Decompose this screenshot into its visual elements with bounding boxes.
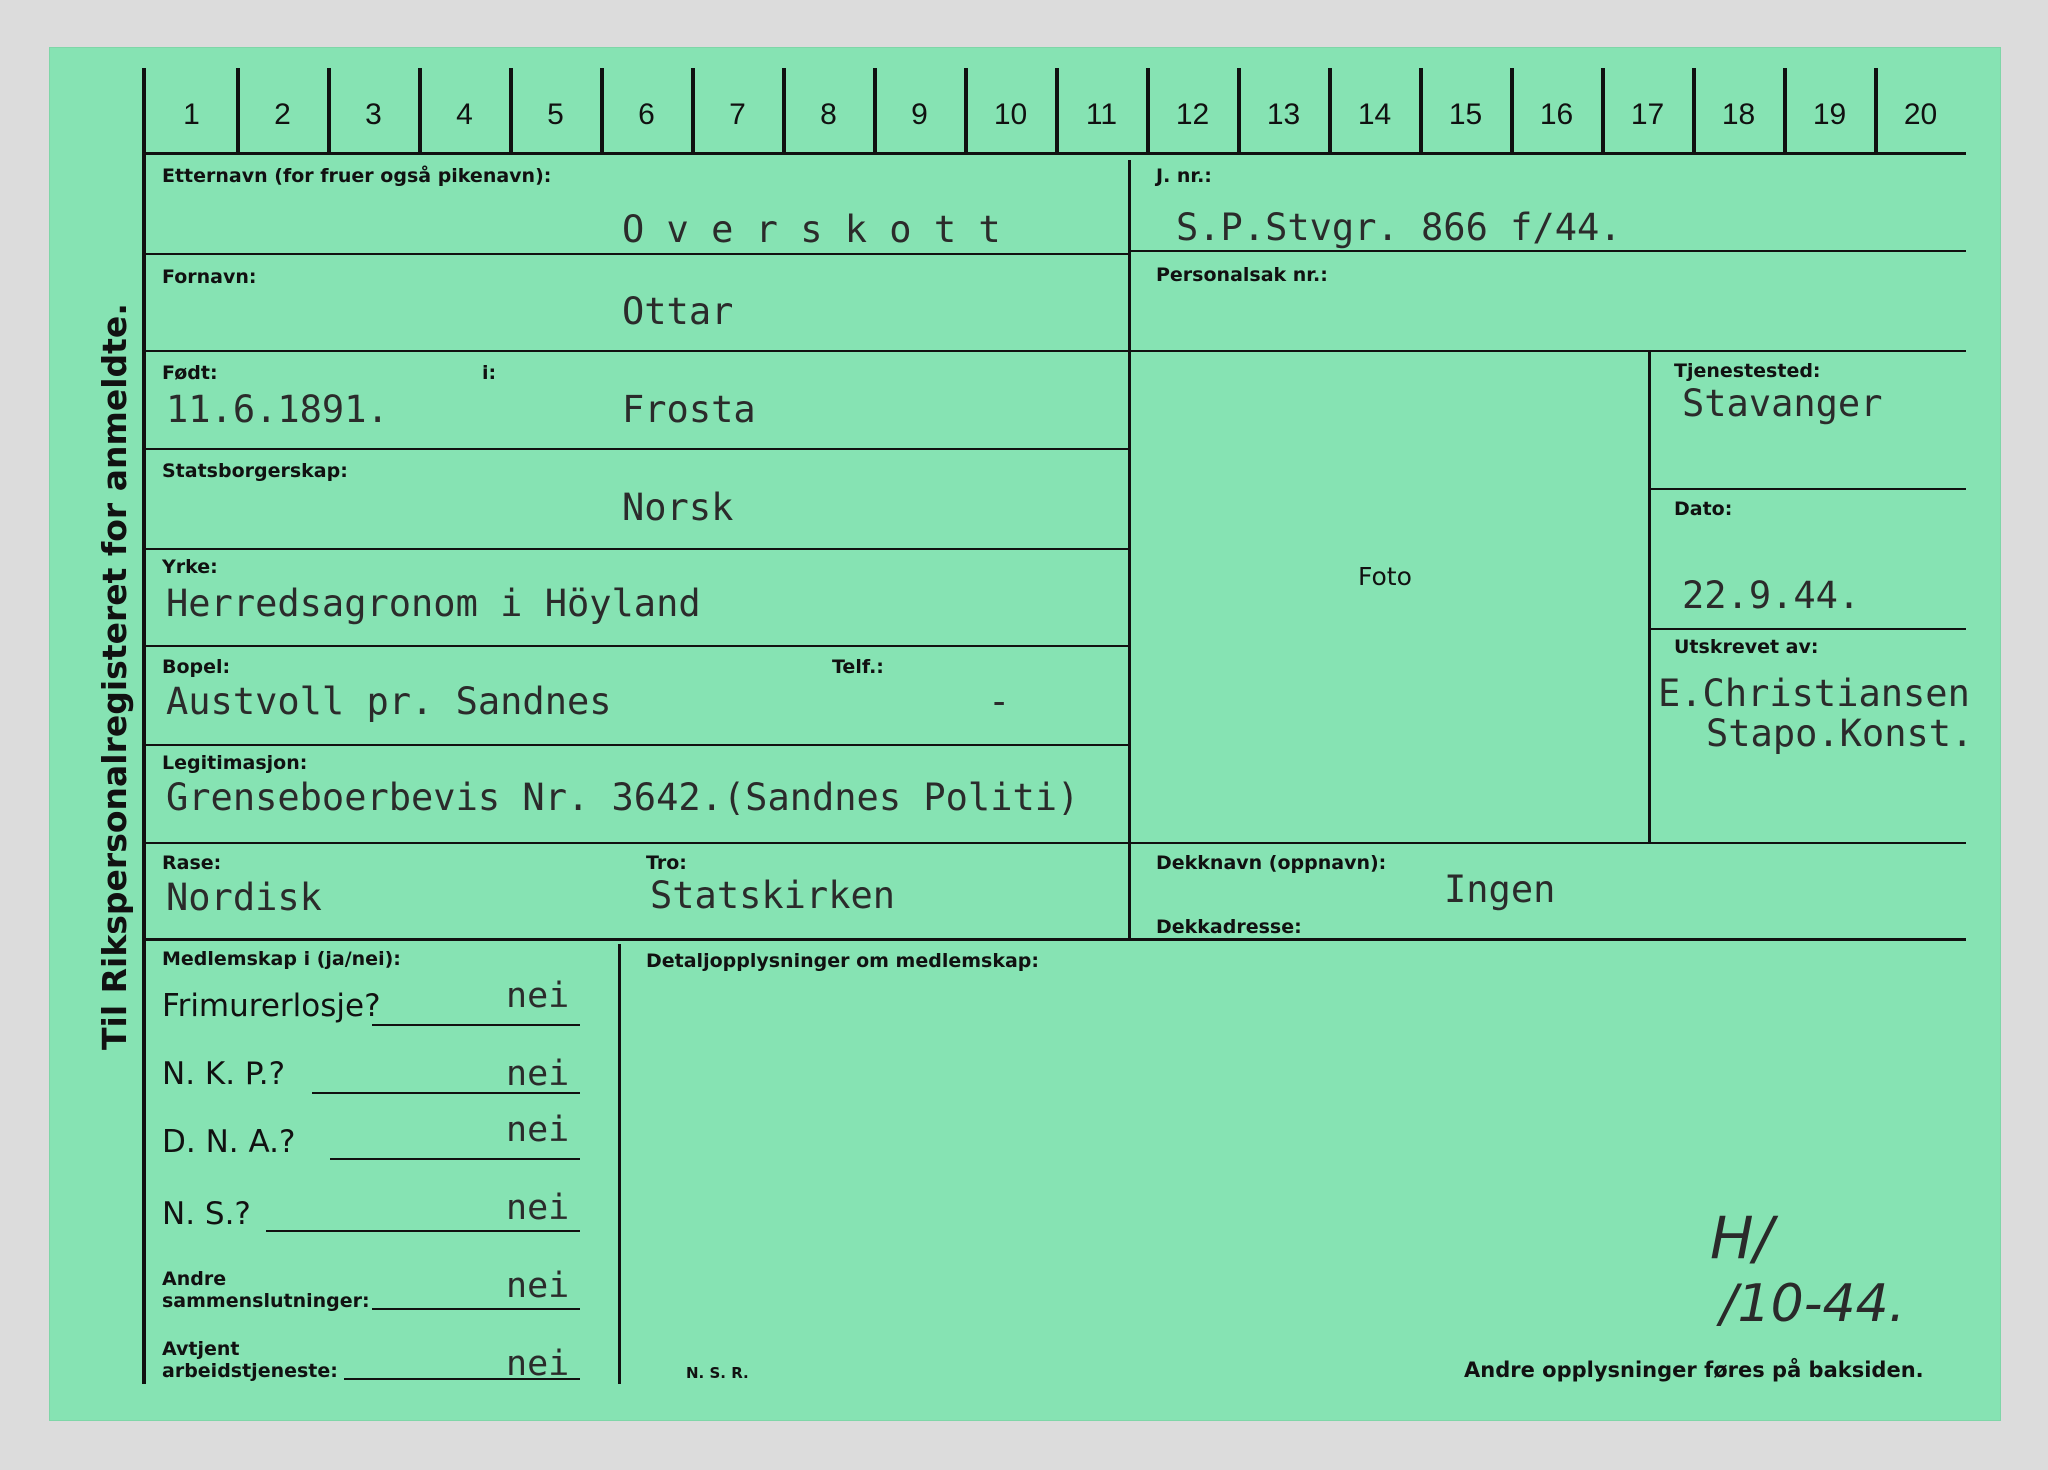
value-fornavn: Ottar [622,290,734,333]
column-number: 14 [1357,98,1392,131]
membership-nkp-value: nei [506,1054,570,1094]
label-i: i: [482,362,497,384]
membership-dna-rule [330,1158,580,1160]
value-dato: 22.9.44. [1682,574,1861,617]
membership-andre-rule [372,1308,580,1310]
column-number: 8 [820,98,837,131]
side-caption: Til Rikspersonalregisteret for anmeldte. [95,303,134,1050]
label-yrke: Yrke: [162,556,218,578]
value-yrke: Herredsagronom i Höyland [166,582,701,625]
rule-jnr [1131,250,1966,252]
column-number: 10 [993,98,1028,131]
label-etternavn: Etternavn (for fruer også pikenavn): [162,165,552,187]
membership-avtjent-value: nei [506,1344,570,1384]
label-tro: Tro: [646,852,687,874]
column-number: 11 [1085,98,1118,131]
label-jnr: J. nr.: [1156,165,1212,187]
membership-divider [618,944,621,1384]
value-bopel: Austvoll pr. Sandnes [166,680,612,723]
handwritten-mark-1: H/ [1710,1204,1774,1272]
column-number: 6 [638,98,655,131]
column-separator [691,68,695,154]
label-legitimasjon: Legitimasjon: [162,752,308,774]
label-personalsak: Personalsak nr.: [1156,264,1328,286]
column-separator [1783,68,1787,154]
membership-dna-label: D. N. A.? [162,1124,296,1160]
value-tjenestested: Stavanger [1682,382,1883,425]
column-separator [1146,68,1150,154]
column-number: 13 [1266,98,1301,131]
value-statsborgerskap: Norsk [622,486,734,529]
column-separator [873,68,877,154]
value-etternavn: O v e r s k o t t [622,208,1001,251]
value-utskrevet-1: E.Christiansen [1658,672,1970,715]
rule-yrke [146,645,1128,647]
column-separator [509,68,513,154]
value-tro: Statskirken [650,874,896,917]
membership-andre-label-2: sammenslutninger: [162,1290,370,1312]
column-number: 1 [183,98,200,131]
value-fodt: 11.6.1891. [166,388,389,431]
membership-ns-rule [266,1230,580,1232]
label-dekkadresse: Dekkadresse: [1156,916,1302,938]
column-number: 17 [1630,98,1665,131]
left-border-line [142,68,146,1384]
membership-frimurer-value: nei [506,976,570,1016]
column-separator [1874,68,1878,154]
number-row-rule [142,152,1966,155]
value-utskrevet-2: Stapo.Konst. [1706,712,1974,755]
rule-etternavn [146,253,1128,255]
label-bopel: Bopel: [162,656,231,678]
value-legitimasjon: Grenseboerbevis Nr. 3642.(Sandnes Politi) [166,776,1080,819]
column-number: 19 [1812,98,1847,131]
membership-avtjent-label-1: Avtjent [162,1338,240,1360]
column-number: 12 [1175,98,1210,131]
rule-dato [1651,628,1966,630]
column-separator [1601,68,1605,154]
membership-nkp-label: N. K. P.? [162,1056,286,1092]
label-nsr: N. S. R. [686,1364,749,1382]
column-number: 18 [1721,98,1756,131]
column-separator [418,68,422,154]
label-dato: Dato: [1674,498,1733,520]
membership-ns-label: N. S.? [162,1196,251,1232]
column-separator [236,68,240,154]
right-column-divider [1648,350,1651,842]
rule-legitimasjon [146,842,1128,844]
column-number: 7 [729,98,746,131]
column-separator [327,68,331,154]
column-number: 15 [1448,98,1483,131]
rule-bopel [146,744,1128,746]
label-rase: Rase: [162,852,222,874]
column-number: 20 [1903,98,1938,131]
label-dekknavn: Dekknavn (oppnavn): [1156,852,1387,874]
column-separator [782,68,786,154]
label-foto: Foto [1358,562,1412,591]
column-separator [600,68,604,154]
rule-fornavn [146,350,1966,352]
rule-statsborgerskap [146,548,1128,550]
membership-avtjent-label-2: arbeidstjeneste: [162,1360,338,1382]
column-number: 9 [911,98,928,131]
membership-andre-value: nei [506,1266,570,1306]
label-fodt: Født: [162,362,218,384]
label-fornavn: Fornavn: [162,266,257,288]
label-tjenestested: Tjenestested: [1674,360,1821,382]
rule-fodt [146,448,1128,450]
column-separator [1237,68,1241,154]
label-statsborgerskap: Statsborgerskap: [162,460,348,482]
value-rase: Nordisk [166,876,322,919]
label-telf: Telf.: [832,656,884,678]
column-separator [1055,68,1059,154]
rule-foto-bottom [1131,842,1966,844]
value-dekknavn: Ingen [1444,868,1556,911]
column-separator [1510,68,1514,154]
label-detaljer: Detaljopplysninger om medlemskap: [646,950,1039,972]
handwritten-mark-2: /10-44. [1720,1274,1906,1334]
value-telf: - [988,680,1011,723]
column-number: 3 [365,98,382,131]
label-utskrevet: Utskrevet av: [1674,636,1819,658]
column-number: 16 [1539,98,1574,131]
rule-main-bottom [146,938,1966,941]
column-separator [964,68,968,154]
rule-tjenestested [1651,488,1966,490]
column-separator [1328,68,1332,154]
column-separator [1419,68,1423,154]
membership-ns-value: nei [506,1188,570,1228]
value-jnr: S.P.Stvgr. 866 f/44. [1176,206,1622,249]
value-fodested: Frosta [622,388,756,431]
footer-note: Andre opplysninger føres på baksiden. [1464,1358,1924,1382]
membership-frimurer-rule [372,1024,580,1026]
membership-andre-label-1: Andre [162,1268,227,1290]
label-medlemskap: Medlemskap i (ja/nei): [162,948,401,970]
column-number: 2 [274,98,291,131]
column-number: 5 [547,98,564,131]
membership-dna-value: nei [506,1110,570,1150]
membership-frimurer-label: Frimurerlosje? [162,988,381,1024]
upper-vertical-divider [1128,160,1131,940]
column-number: 4 [456,98,473,131]
column-separator [1692,68,1696,154]
